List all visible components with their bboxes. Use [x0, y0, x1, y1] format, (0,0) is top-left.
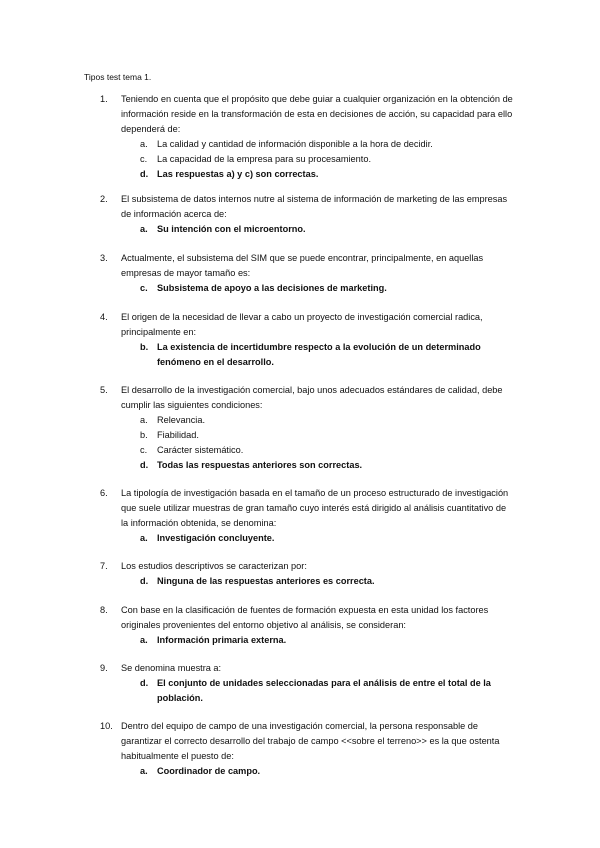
question-1	[84, 92, 514, 182]
question-number: 3.	[100, 253, 108, 263]
question-text: Los estudios descriptivos se caracterizan por:	[121, 561, 307, 571]
question-text: Teniendo en cuenta que el propósito que debe guiar a cualquier organización en la obtención de información reside en la transformación de esta en decisiones de acción, su capacidad para ello dependerá de:	[121, 94, 513, 134]
option-letter: c.	[140, 283, 148, 293]
options-list	[84, 222, 514, 237]
option-answer	[140, 531, 514, 546]
options-list	[84, 413, 514, 473]
option-answer	[140, 764, 514, 779]
question-5	[84, 383, 514, 473]
question-number: 6.	[100, 488, 108, 498]
option-letter: b.	[140, 342, 149, 352]
question-3	[84, 251, 514, 296]
option-letter: a.	[140, 635, 148, 645]
question-text: El subsistema de datos internos nutre al sistema de información de marketing de las empresas de información acerca de:	[121, 194, 508, 219]
option-text: Ninguna de las respuestas anteriores es correcta.	[157, 576, 375, 586]
question-6	[84, 486, 514, 546]
option-text: Coordinador de campo.	[157, 766, 261, 776]
option-answer	[140, 633, 514, 648]
option-text: La calidad y cantidad de información disponible a la hora de decidir.	[157, 139, 433, 149]
option-text: Las respuestas a) y c) son correctas.	[157, 169, 319, 179]
options-list	[84, 531, 514, 546]
option	[140, 152, 514, 167]
option-text: Relevancia.	[157, 415, 206, 425]
option-text: El conjunto de unidades seleccionadas para el análisis de entre el total de la población.	[157, 678, 491, 703]
option-letter: c.	[140, 445, 148, 455]
options-list	[84, 281, 514, 296]
option-text: Todas las respuestas anteriores son correctas.	[157, 460, 363, 470]
question-number: 1.	[100, 94, 108, 104]
option-letter: d.	[140, 678, 149, 688]
question-8	[84, 603, 514, 648]
question-number: 8.	[100, 605, 108, 615]
option-text: Subsistema de apoyo a las decisiones de marketing.	[157, 283, 387, 293]
option-text: Investigación concluyente.	[157, 533, 275, 543]
options-list	[84, 764, 514, 779]
question-text: Actualmente, el subsistema del SIM que se puede encontrar, principalmente, en aquellas empresas de mayor tamaño es:	[121, 253, 484, 278]
question-text: El desarrollo de la investigación comercial, bajo unos adecuados estándares de calidad, debe cumplir las siguientes condiciones:	[121, 385, 503, 410]
option-letter: d.	[140, 169, 149, 179]
option-answer	[140, 222, 514, 237]
question-7	[84, 559, 514, 589]
question-text: Con base en la clasificación de fuentes de formación expuesta en esta unidad los factores originales provenientes del entorno objetivo al análisis, se consideran:	[121, 605, 489, 630]
question-number: 10.	[100, 721, 113, 731]
option-answer	[140, 458, 514, 473]
question-text: Se denomina muestra a:	[121, 663, 222, 673]
option-letter: a.	[140, 766, 148, 776]
question-number: 2.	[100, 194, 108, 204]
options-list	[84, 633, 514, 648]
option-answer	[140, 676, 514, 706]
option-answer	[140, 281, 514, 296]
document-title: Tipos test tema 1.	[84, 72, 152, 82]
question-10	[84, 719, 514, 779]
question-text: Dentro del equipo de campo de una investigación comercial, la persona responsable de garantizar el correcto desarrollo del trabajo de campo <<sobre el terreno>> es la que ostenta habitualmente el puesto de:	[121, 721, 500, 761]
option	[140, 428, 514, 443]
question-number: 9.	[100, 663, 108, 673]
question-2	[84, 192, 514, 237]
option-letter: c.	[140, 154, 148, 164]
option-letter: a.	[140, 415, 148, 425]
option-letter: a.	[140, 533, 148, 543]
question-number: 7.	[100, 561, 108, 571]
option-letter: d.	[140, 460, 149, 470]
options-list	[84, 137, 514, 182]
options-list	[84, 676, 514, 706]
question-number: 4.	[100, 312, 108, 322]
option-answer	[140, 167, 514, 182]
options-list	[84, 340, 514, 370]
question-text: La tipología de investigación basada en el tamaño de un proceso estructurado de investigación que suele utilizar muestras de gran tamaño cuyo interés está dirigido al análisis cuantitativo de la información obtenida, se denomina:	[121, 488, 509, 528]
option-answer	[140, 574, 514, 589]
option-text: Carácter sistemático.	[157, 445, 244, 455]
option-answer	[140, 340, 514, 370]
question-9	[84, 661, 514, 706]
option-text: La capacidad de la empresa para su procesamiento.	[157, 154, 371, 164]
option-text: La existencia de incertidumbre respecto a la evolución de un determinado fenómeno en el desarrollo.	[157, 342, 481, 367]
question-number: 5.	[100, 385, 108, 395]
options-list	[84, 574, 514, 589]
question-text: El origen de la necesidad de llevar a cabo un proyecto de investigación comercial radica, principalmente en:	[121, 312, 483, 337]
option-letter: a.	[140, 139, 148, 149]
option-text: Su intención con el microentorno.	[157, 224, 306, 234]
option-text: Fiabilidad.	[157, 430, 199, 440]
option	[140, 443, 514, 458]
option	[140, 137, 514, 152]
question-4	[84, 310, 514, 370]
option-letter: b.	[140, 430, 148, 440]
option-text: Información primaria externa.	[157, 635, 287, 645]
option-letter: d.	[140, 576, 149, 586]
option-letter: a.	[140, 224, 148, 234]
option	[140, 413, 514, 428]
